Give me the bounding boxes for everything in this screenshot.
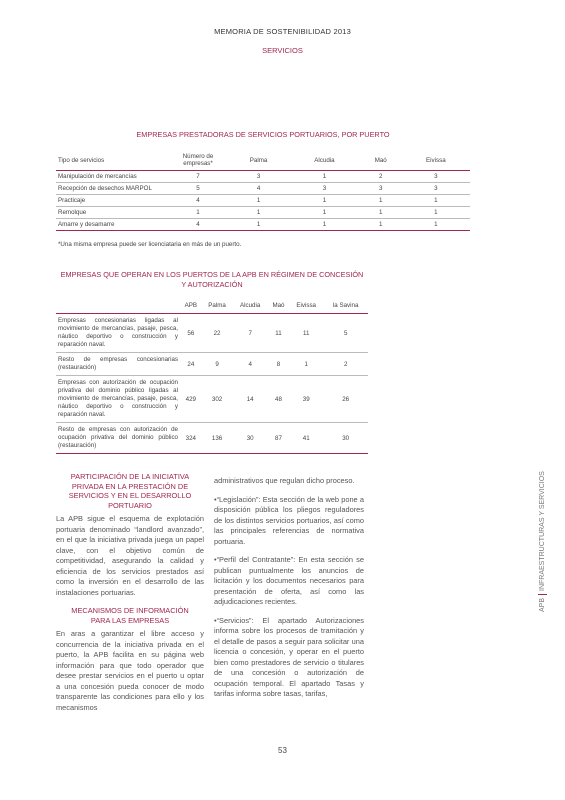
col-header: Palma — [202, 298, 233, 314]
table-cell: 1 — [289, 207, 360, 219]
table-cell: 302 — [202, 376, 233, 423]
table-cell: 1 — [228, 219, 289, 231]
col-header: Número de empresas* — [168, 150, 228, 171]
table-cell: 1 — [289, 353, 323, 376]
table-cell: 1 — [289, 195, 360, 207]
body-paragraph: •“Servicios”: El apartado Autorizaciones informa sobre los procesos de tramitación y el detalle de pasos a seguir para solicitar una licencia o concesión, y operar en el puerto bien como prestadores de servicio o titulares de una concesión o autorización de ocupación temporal. El apartado Tasas y tarifas informa sobre tasas, tarifas, — [214, 615, 364, 698]
table-cell: 2 — [323, 353, 368, 376]
col-header: Eivissa — [402, 150, 470, 171]
table-cell: 41 — [289, 423, 323, 454]
col-header: Alcudia — [289, 150, 360, 171]
col-header: la Savina — [323, 298, 368, 314]
page-number: 53 — [278, 746, 287, 755]
table-cell: 1 — [360, 219, 402, 231]
concessions-table — [56, 298, 368, 454]
col-header: APB — [180, 298, 202, 314]
table-cell: Resto de empresas con autorización de ocupación privativa del dominio público (restauración) — [56, 423, 180, 454]
table-cell: 7 — [232, 314, 268, 353]
table-cell: 1 — [360, 207, 402, 219]
table-row — [56, 219, 470, 231]
table-cell: 26 — [323, 376, 368, 423]
col-header: Tipo de servicios — [56, 150, 168, 171]
table1-title: EMPRESAS PRESTADORAS DE SERVICIOS PORTUARIOS, POR PUERTO — [136, 130, 390, 139]
side-label — [536, 452, 548, 612]
section-title: SERVICIOS — [262, 46, 303, 55]
left-column — [56, 472, 204, 721]
table-header-row — [56, 298, 368, 314]
table-cell: 3 — [402, 183, 470, 195]
table-cell: Manipulación de mercancías — [56, 171, 168, 183]
table-row — [56, 207, 470, 219]
table-cell: 56 — [180, 314, 202, 353]
table-cell: 3 — [360, 183, 402, 195]
table-cell: 22 — [202, 314, 233, 353]
table-cell: 8 — [268, 353, 289, 376]
table-row — [56, 353, 368, 376]
table-row — [56, 183, 470, 195]
table2-title — [56, 270, 368, 290]
table-cell: 3 — [228, 171, 289, 183]
table-cell: 4 — [228, 183, 289, 195]
table-cell: 39 — [289, 376, 323, 423]
table-cell: Resto de empresas concesionarias (restauración) — [56, 353, 180, 376]
section-heading: MECANISMOS DE INFORMACIÓN PARA LAS EMPRESAS — [71, 606, 189, 625]
col-header — [56, 298, 180, 314]
body-paragraph: La APB sigue el esquema de explotación portuaria denominado “landlord avanzado”, en el que la iniciativa privada juega un papel clave, con el objetivo común de competitividad, asegurando la calidad y eficiencia de los servicios prestados así como la inversión en el desarrollo de las instalaciones portuarias. — [56, 514, 204, 597]
side-label-text: INFRAESTRUCTURAS Y SERVICIOS — [538, 471, 546, 591]
table-cell: 1 — [289, 219, 360, 231]
col-header: Maó — [268, 298, 289, 314]
table-cell: 2 — [360, 171, 402, 183]
table-cell: Practicaje — [56, 195, 168, 207]
table-cell: Empresas con autorización de ocupación privativa del dominio público ligadas al movimiento de mercancías, pasaje, pesca, náutico deportivo o construcción y reparación naval. — [56, 376, 180, 423]
col-header: Alcudia — [232, 298, 268, 314]
table-cell: 7 — [168, 171, 228, 183]
table1-footnote: *Una misma empresa puede ser licenciataria en más de un puerto. — [58, 241, 242, 248]
table2-title-line: Y AUTORIZACIÓN — [181, 280, 243, 289]
table-header-row — [56, 150, 470, 171]
document-title: MEMORIA DE SOSTENIBILIDAD 2013 — [214, 27, 351, 36]
col-header: Eivissa — [289, 298, 323, 314]
table-row — [56, 195, 470, 207]
right-column — [214, 476, 364, 708]
table-cell: 3 — [289, 183, 360, 195]
table-cell: 429 — [180, 376, 202, 423]
section-heading: PARTICIPACIÓN DE LA INICIATIVA PRIVADA EN LA PRESTACIÓN DE SERVICIOS Y EN EL DESARROLLO PORTUARIO — [68, 472, 192, 510]
body-paragraph: administrativos que regulan dicho proceso. — [214, 476, 355, 485]
table-row — [56, 314, 368, 353]
side-label-inner — [536, 452, 548, 612]
table-cell: 48 — [268, 376, 289, 423]
table-cell: Remolque — [56, 207, 168, 219]
table-cell: 5 — [168, 183, 228, 195]
table-cell: 1 — [402, 195, 470, 207]
table-cell: 1 — [402, 207, 470, 219]
table-cell: 11 — [268, 314, 289, 353]
body-paragraph: •“Legislación”: Esta sección de la web pone a disposición pública los pliegos reguladores de los distintos servicios portuarios, así como las principales referencias de normativa portuaria. — [214, 494, 364, 546]
col-header: Maó — [360, 150, 402, 171]
table-cell: 1 — [228, 195, 289, 207]
table-cell: 9 — [202, 353, 233, 376]
table-cell: 136 — [202, 423, 233, 454]
table-cell: 4 — [232, 353, 268, 376]
table-cell: 3 — [402, 171, 470, 183]
table-cell: 1 — [228, 207, 289, 219]
table-cell: 324 — [180, 423, 202, 454]
table-row — [56, 171, 470, 183]
side-divider — [538, 594, 547, 595]
table-cell: 11 — [289, 314, 323, 353]
table-cell: 1 — [402, 219, 470, 231]
col-header: Palma — [228, 150, 289, 171]
table-cell: 4 — [168, 219, 228, 231]
table-row — [56, 376, 368, 423]
table-cell: Recepción de desechos MARPOL — [56, 183, 168, 195]
services-table — [56, 150, 470, 231]
table-cell: 1 — [168, 207, 228, 219]
table-cell: 30 — [232, 423, 268, 454]
table-cell: 14 — [232, 376, 268, 423]
table-cell: 87 — [268, 423, 289, 454]
table-cell: 1 — [289, 171, 360, 183]
table-cell: 1 — [360, 195, 402, 207]
table-cell: 24 — [180, 353, 202, 376]
body-paragraph: En aras a garantizar el libre acceso y concurrencia de la iniciativa privada en el puerto, la APB facilita en su página web información para que todo operador que desee prestar servicios en el puerto u optar a una concesión pueda conocer de modo transparente las condiciones para ello y los mecanismos — [56, 629, 204, 712]
table-cell: Amarre y desamarre — [56, 219, 168, 231]
table-cell: 4 — [168, 195, 228, 207]
table-cell: Empresas concesionarias ligadas al movimiento de mercancías, pasaje, pesca, náutico deportivo o construcción y reparación naval. — [56, 314, 180, 353]
side-label-apb: APB — [538, 597, 546, 612]
table-cell: 30 — [323, 423, 368, 454]
table2-title-line: EMPRESAS QUE OPERAN EN LOS PUERTOS DE LA APB EN RÉGIMEN DE CONCESIÓN — [60, 270, 364, 279]
body-paragraph: •“Perfil del Contratante”: En esta sección se publican puntualmente los anuncios de licitación y los documentos necesarios para presentación de oferta, así como las adjudicaciones recientes. — [214, 555, 364, 606]
table-cell: 5 — [323, 314, 368, 353]
table-row — [56, 423, 368, 454]
